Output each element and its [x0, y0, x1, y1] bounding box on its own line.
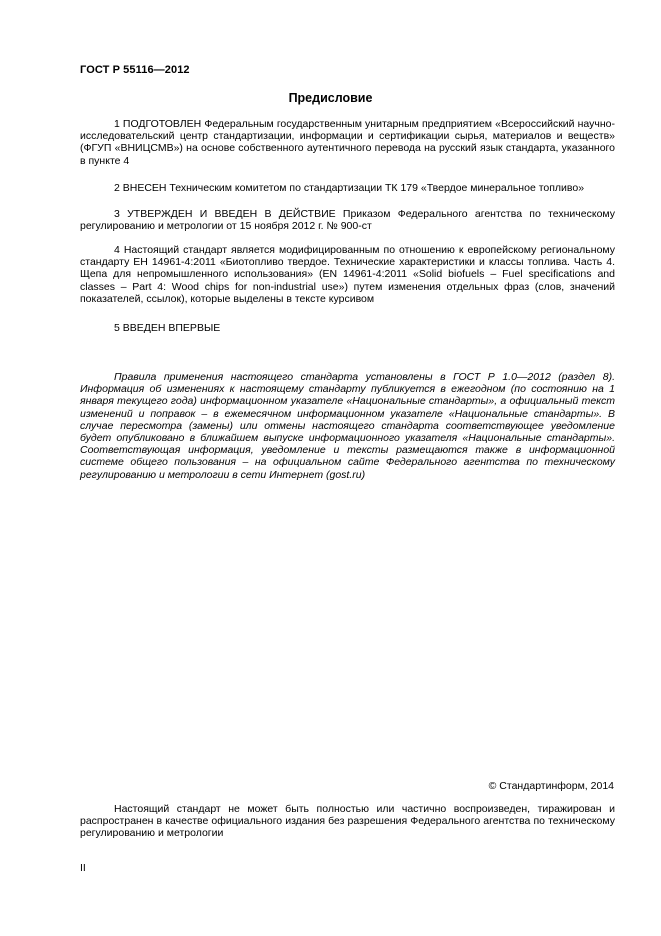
- page-title: Предисловие: [288, 91, 373, 105]
- paragraph-text: 2 ВНЕСЕН Техническим комитетом по стандартизации ТК 179 «Твердое минеральное топливо»: [114, 182, 585, 194]
- notice-text: Настоящий стандарт не может быть полностью или частично воспроизведен, тиражирован и распространен в качестве официального издания без разрешения Федерального агентства по техническому регулированию и метрологии: [80, 803, 615, 840]
- foreword-item-2: [80, 182, 615, 194]
- standard-code-header: ГОСТ Р 55116—2012: [80, 64, 190, 76]
- paragraph-text: 4 Настоящий стандарт является модифицированным по отношению к европейскому региональному стандарту ЕН 14961-4:2011 «Биотопливо твердое. Технические характеристики и классы топлива. Часть 4. Щепа для непромышленного использования» (EN 14961-4:2011 «Solid biofuels – Fuel specifications and classes – Part 4: Wood chips for non-industrial use») путем изменения отдельных фраз (слов, значений показателей, ссылок), которые выделены в тексте курсивом: [80, 244, 615, 305]
- reproduction-notice: [80, 803, 615, 840]
- paragraph-text: 1 ПОДГОТОВЛЕН Федеральным государственным унитарным предприятием «Всероссийский научно-исследовательский центр стандартизации, информации и сертификации сырья, материалов и веществ» (ФГУП «ВНИЦСМВ») на основе собственного аутентичного перевода на русский язык стандарта, указанного в пункте 4: [80, 118, 615, 167]
- page-number: II: [80, 862, 86, 874]
- rules-of-application-note: [80, 371, 615, 481]
- paragraph-text: 5 ВВЕДЕН ВПЕРВЫЕ: [114, 322, 221, 334]
- foreword-item-4: [80, 244, 615, 305]
- paragraph-text: 3 УТВЕРЖДЕН И ВВЕДЕН В ДЕЙСТВИЕ Приказом Федерального агентства по техническому регулированию и метрологии от 15 ноября 2012 г. № 900-ст: [80, 208, 615, 233]
- foreword-item-3: [80, 208, 615, 232]
- rules-text: Правила применения настоящего стандарта установлены в ГОСТ Р 1.0—2012 (раздел 8). Информация об изменениях к настоящему стандарту публикуется в ежегодном (по состоянию на 1 января текущего года) информационном указателе «Национальные стандарты», а официальный текст изменений и поправок – в ежемесячном информационном указателе «Национальные стандарты». В случае пересмотра (замены) или отмены настоящего стандарта соответствующее уведомление будет опубликовано в ближайшем выпуске информационного указателя «Национальные стандарты». Соответствующая информация, уведомление и тексты размещаются также в информационной системе общего пользования – на официальном сайте Федерального агентства по техническому регулированию и метрологии в сети Интернет (gost.ru): [80, 371, 615, 481]
- copyright-line: © Стандартинформ, 2014: [488, 780, 614, 792]
- foreword-item-5: [80, 322, 615, 334]
- foreword-item-1: [80, 118, 615, 167]
